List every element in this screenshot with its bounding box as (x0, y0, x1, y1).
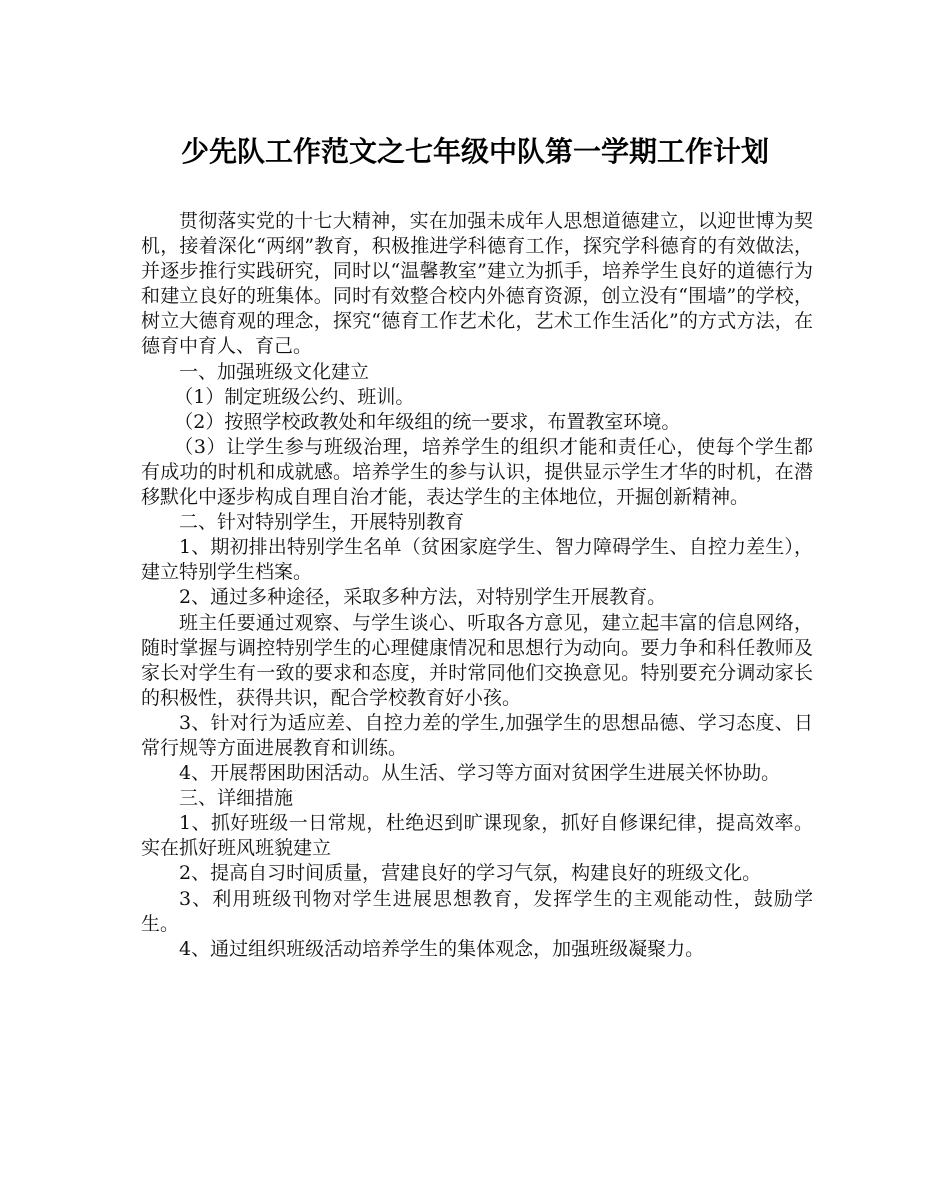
list-item: 2、提高自习时间质量，营建良好的学习气氛，构建良好的班级文化。 (179, 862, 762, 885)
list-item: 3、针对行为适应差、自控力差的学生,加强学生的思想品德、学习态度、日常行规等方面进展教育和训练。 (141, 711, 813, 759)
document-body (141, 209, 813, 962)
document-title: 少先队工作范文之七年级中队第一学期工作计划 (180, 135, 769, 168)
list-item: 2、通过多种途径，采取多种方法，对特别学生开展教育。 (179, 586, 667, 609)
list-item: 4、通过组织班级活动培养学生的集体观念，加强班级凝聚力。 (179, 937, 705, 960)
list-item: 3、利用班级刊物对学生进展思想教育，发挥学生的主观能动性，鼓励学生。 (141, 887, 813, 935)
section-heading-3: 三、详细措施 (179, 787, 294, 810)
body-paragraph: 班主任要通过观察、与学生谈心、听取各方意见，建立起丰富的信息网络，随时掌握与调控特别学生的心理健康情况和思想行为动向。要力争和科任教师及家长对学生有一致的要求和态度，并时常同他们交换意见。特别要充分调动家长的积极性，获得共识，配合学校教育好小孩。 (141, 611, 813, 709)
section-heading-1: 一、加强班级文化建立 (179, 360, 370, 383)
list-item: 1、期初排出特别学生名单（贫困家庭学生、智力障碍学生、自控力差生），建立特别学生档案。 (141, 536, 813, 584)
list-item: （1）制定班级公约、班训。 (174, 385, 415, 408)
list-item: 4、开展帮困助困活动。从生活、学习等方面对贫困学生进展关怀协助。 (179, 762, 781, 785)
list-item: 1、抓好班级一日常规，杜绝迟到旷课现象，抓好自修课纪律，提高效率。实在抓好班风班貌建立 (141, 812, 813, 860)
intro-paragraph: 贯彻落实党的十七大精神，实在加强未成年人思想道德建立，以迎世博为契机，接着深化“两纲”教育，积极推进学科德育工作，探究学科德育的有效做法，并逐步推行实践研究，同时以“温馨教室”建立为抓手，培养学生良好的道德行为和建立良好的班集体。同时有效整合校内外德育资源，创立没有“围墙”的学校，树立大德育观的理念，探究“德育工作艺术化，艺术工作生活化”的方式方法，在德育中育人、育己。 (141, 210, 813, 358)
list-item: （3）让学生参与班级治理，培养学生的组织才能和责任心，使每个学生都有成功的时机和成就感。培养学生的参与认识，提供显示学生才华的时机，在潜移默化中逐步构成自理自治才能，表达学生的主体地位，开掘创新精神。 (141, 435, 813, 509)
section-heading-2: 二、针对特别学生，开展特别教育 (179, 511, 465, 534)
list-item: （2）按照学校政教处和年级组的统一要求，布置教室环境。 (174, 410, 681, 433)
